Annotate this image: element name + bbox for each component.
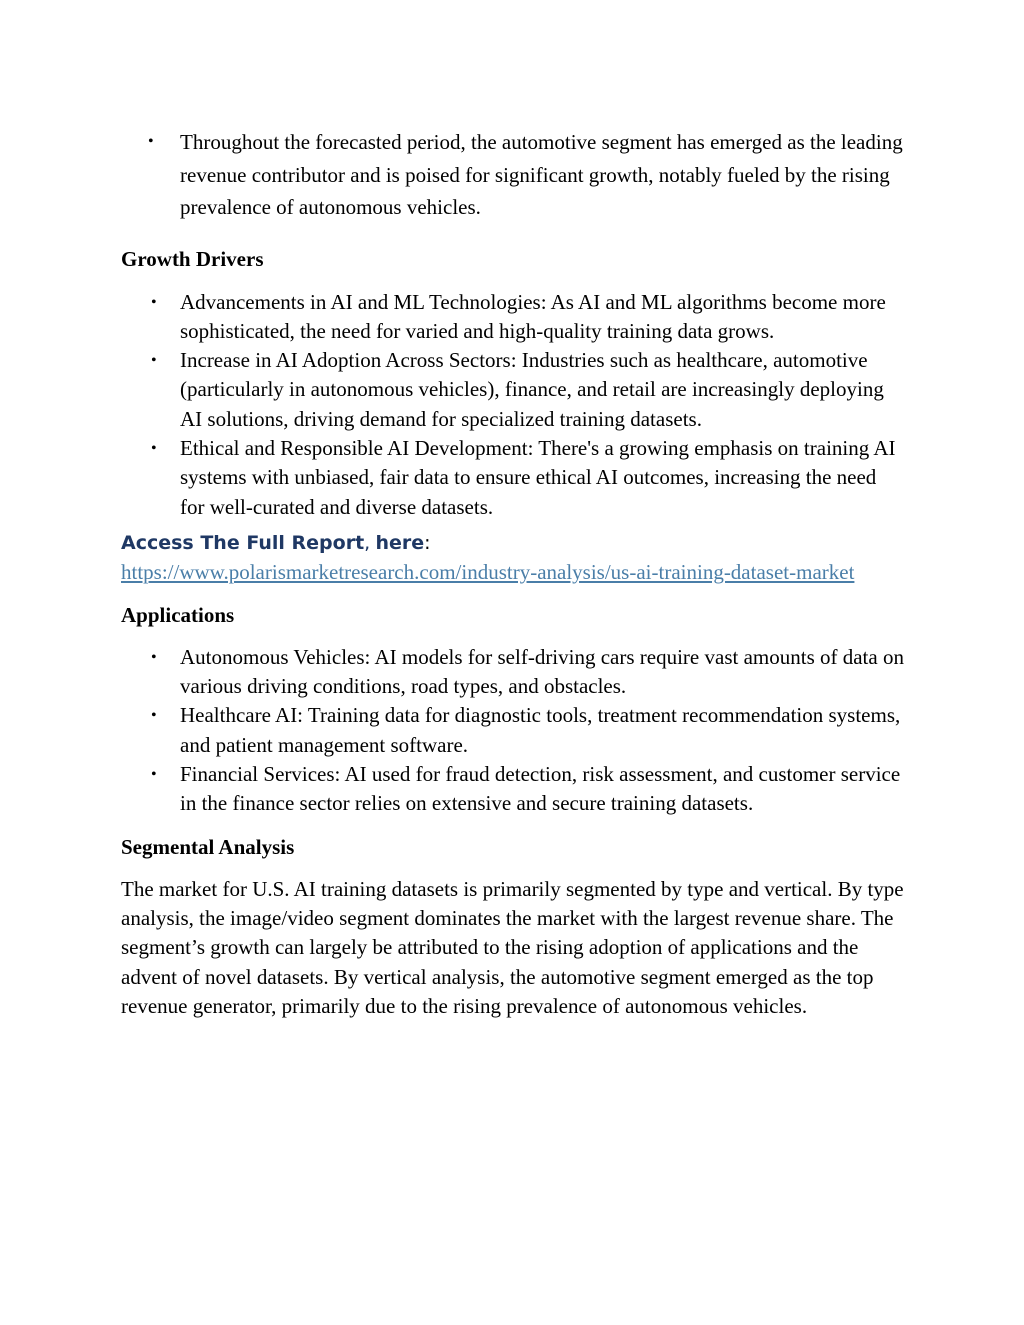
access-report-line: [121, 528, 906, 587]
list-item-text: Financial Services: AI used for fraud detection, risk assessment, and customer service in the finance sector relies on extensive and secure training datasets.: [180, 762, 901, 816]
intro-bullet-list: [121, 126, 906, 224]
list-item-text: Increase in AI Adoption Across Sectors: Industries such as healthcare, automotive (particularly in autonomous vehicles), finance, and retail are increasingly deploying AI solutions, driving demand for specialized training datasets.: [180, 348, 884, 431]
segmental-analysis-heading: Segmental Analysis: [121, 834, 295, 859]
list-item: [121, 643, 906, 702]
list-item-text: Ethical and Responsible AI Development: There's a growing emphasis on training AI systems with unbiased, fair data to ensure ethical AI outcomes, increasing the need for well-curated and diverse datasets.: [180, 435, 896, 519]
list-item: [121, 126, 906, 224]
access-report-colon: :: [424, 531, 431, 554]
list-item: [121, 346, 906, 434]
access-report-comma: ,: [364, 531, 371, 554]
list-item: [121, 701, 906, 760]
list-item-text: Autonomous Vehicles: AI models for self-driving cars require vast amounts of data on various driving conditions, road types, and obstacles.: [180, 644, 904, 699]
bullet-icon: •: [151, 352, 157, 370]
full-report-link[interactable]: https://www.polarismarketresearch.com/industry-analysis/us-ai-training-dataset-market: [121, 559, 855, 584]
applications-heading: Applications: [121, 602, 235, 627]
bullet-icon: •: [151, 293, 157, 311]
list-item-text: Healthcare AI: Training data for diagnostic tools, treatment recommendation systems, and patient management software.: [180, 703, 901, 757]
access-report-label: Access The Full Report: [121, 531, 365, 554]
bullet-icon: •: [151, 439, 157, 457]
list-item: [121, 288, 906, 347]
list-item: [121, 760, 906, 819]
bullet-icon: •: [151, 707, 157, 725]
access-report-here: here: [375, 531, 425, 554]
bullet-icon: •: [148, 133, 154, 150]
document-content: [121, 126, 906, 1021]
list-item-text: Advancements in AI and ML Technologies: As AI and ML algorithms become more sophisticated, the need for varied and high-quality training data grows.: [180, 289, 886, 343]
applications-list: [121, 643, 906, 819]
bullet-icon: •: [151, 648, 157, 666]
bullet-icon: •: [151, 766, 157, 784]
segmental-analysis-paragraph: The market for U.S. AI training datasets is primarily segmented by type and vertical. By type analysis, the image/video segment dominates the market with the largest revenue share. The segment’s growth can largely be attributed to the rising adoption of applications and the advent of novel datasets. By vertical analysis, the automotive segment emerged as the top revenue generator, primarily due to the rising prevalence of autonomous vehicles.: [121, 876, 904, 1018]
growth-drivers-list: [121, 288, 906, 522]
list-item-text: Throughout the forecasted period, the automotive segment has emerged as the leading revenue contributor and is poised for significant growth, notably fueled by the rising prevalence of autonomous vehicles.: [180, 130, 903, 219]
growth-drivers-heading: Growth Drivers: [121, 246, 264, 271]
list-item: [121, 434, 906, 522]
